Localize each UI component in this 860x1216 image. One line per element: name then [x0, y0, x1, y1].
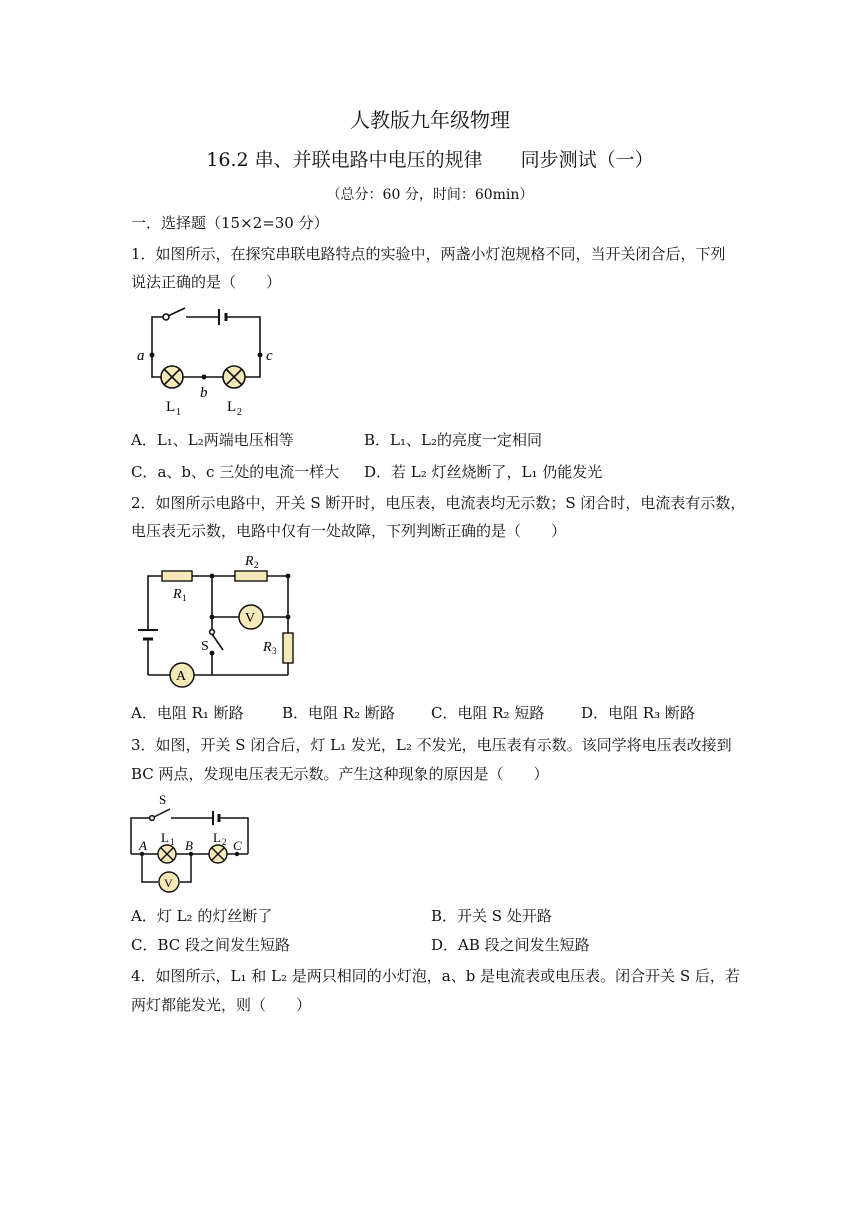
r1-subscript: 1	[182, 593, 187, 603]
lamp-l2-icon	[223, 366, 245, 388]
q4-stem-line2: 两灯都能发光，则（ ）	[131, 996, 312, 1014]
resistor-r2-icon	[235, 571, 267, 581]
q1-option-c: C．a、b、c 三处的电流一样大	[131, 463, 340, 481]
lamp-l2-icon	[209, 845, 227, 863]
l2-subscript: 2	[237, 407, 242, 418]
point-c-label: c	[266, 348, 273, 364]
q2-option-a: A．电阻 R₁ 断路	[131, 704, 244, 722]
resistor-r3-icon	[283, 633, 293, 663]
r3-label: R	[263, 640, 272, 655]
q1-stem-line2: 说法正确的是（ ）	[131, 273, 282, 291]
q3-stem-line1: 3．如图，开关 S 闭合后，灯 L₁ 发光，L₂ 不发光，电压表有示数。该同学将电压表改接到	[131, 736, 732, 754]
q3-stem-line2: BC 两点，发现电压表无示数。产生这种现象的原因是（ ）	[131, 765, 549, 783]
q1-option-a: A．L₁、L₂两端电压相等	[131, 431, 294, 449]
lamp-l1-icon	[158, 845, 176, 863]
voltmeter-icon	[239, 605, 263, 629]
l1-label: L	[166, 399, 176, 415]
point-a-label: a	[137, 348, 145, 364]
voltmeter-symbol: V	[164, 876, 173, 890]
switch-label: S	[159, 792, 167, 807]
point-b-label: B	[185, 838, 193, 853]
point-c-label: C	[233, 838, 242, 853]
q2-option-c: C．电阻 R₂ 短路	[431, 704, 545, 722]
page-title: 人教版九年级物理	[350, 108, 510, 132]
q1-stem-line1: 1．如图所示，在探究串联电路特点的实验中，两盏小灯泡规格不同，当开关闭合后，下列	[131, 245, 726, 263]
l2-subscript: 2	[222, 837, 227, 847]
q3-option-a: A．灯 L₂ 的灯丝断了	[131, 907, 273, 925]
l1-label: L	[161, 830, 169, 845]
resistor-r1-icon	[162, 571, 192, 581]
exam-meta: （总分：60 分，时间：60min）	[326, 187, 534, 203]
l2-label: L	[213, 830, 221, 845]
voltmeter-icon	[159, 872, 179, 892]
q2-option-b: B．电阻 R₂ 断路	[282, 704, 395, 722]
page-subtitle: 16.2 串、并联电路中电压的规律 同步测试（一）	[206, 149, 654, 171]
r1-label: R	[173, 587, 182, 602]
r3-subscript: 3	[272, 646, 277, 656]
q1-option-d: D．若 L₂ 灯丝烧断了，L₁ 仍能发光	[364, 463, 603, 481]
q2-stem-line1: 2．如图所示电路中，开关 S 断开时，电压表，电流表均无示数；S 闭合时，电流表有示数，	[131, 494, 746, 512]
q3-option-c: C．BC 段之间发生短路	[131, 936, 291, 954]
point-a-label: A	[139, 838, 147, 853]
q1-circuit-diagram	[130, 300, 290, 420]
q3-option-b: B．开关 S 处开路	[431, 907, 552, 925]
point-b-label: b	[200, 385, 208, 401]
q3-option-d: D．AB 段之间发生短路	[431, 936, 590, 954]
l1-subscript: 1	[170, 837, 175, 847]
lamp-l1-icon	[161, 366, 183, 388]
q3-circuit-diagram	[125, 790, 260, 895]
q2-option-d: D．电阻 R₃ 断路	[581, 704, 695, 722]
section-heading: 一．选择题（15×2=30 分）	[131, 214, 329, 232]
l1-subscript: 1	[176, 407, 181, 418]
switch-label: S	[201, 639, 209, 654]
ammeter-symbol: A	[176, 669, 187, 684]
l2-label: L	[227, 399, 237, 415]
voltmeter-symbol: V	[245, 611, 256, 626]
q1-option-b: B．L₁、L₂的亮度一定相同	[364, 431, 542, 449]
r2-subscript: 2	[254, 560, 259, 570]
r2-label: R	[245, 554, 254, 569]
ammeter-icon	[170, 663, 194, 687]
q2-stem-line2: 电压表无示数，电路中仅有一处故障，下列判断正确的是（ ）	[131, 522, 567, 540]
q4-stem-line1: 4．如图所示，L₁ 和 L₂ 是两只相同的小灯泡，a、b 是电流表或电压表。闭合开关 S 后，若	[131, 967, 740, 985]
q2-circuit-diagram	[135, 550, 305, 690]
